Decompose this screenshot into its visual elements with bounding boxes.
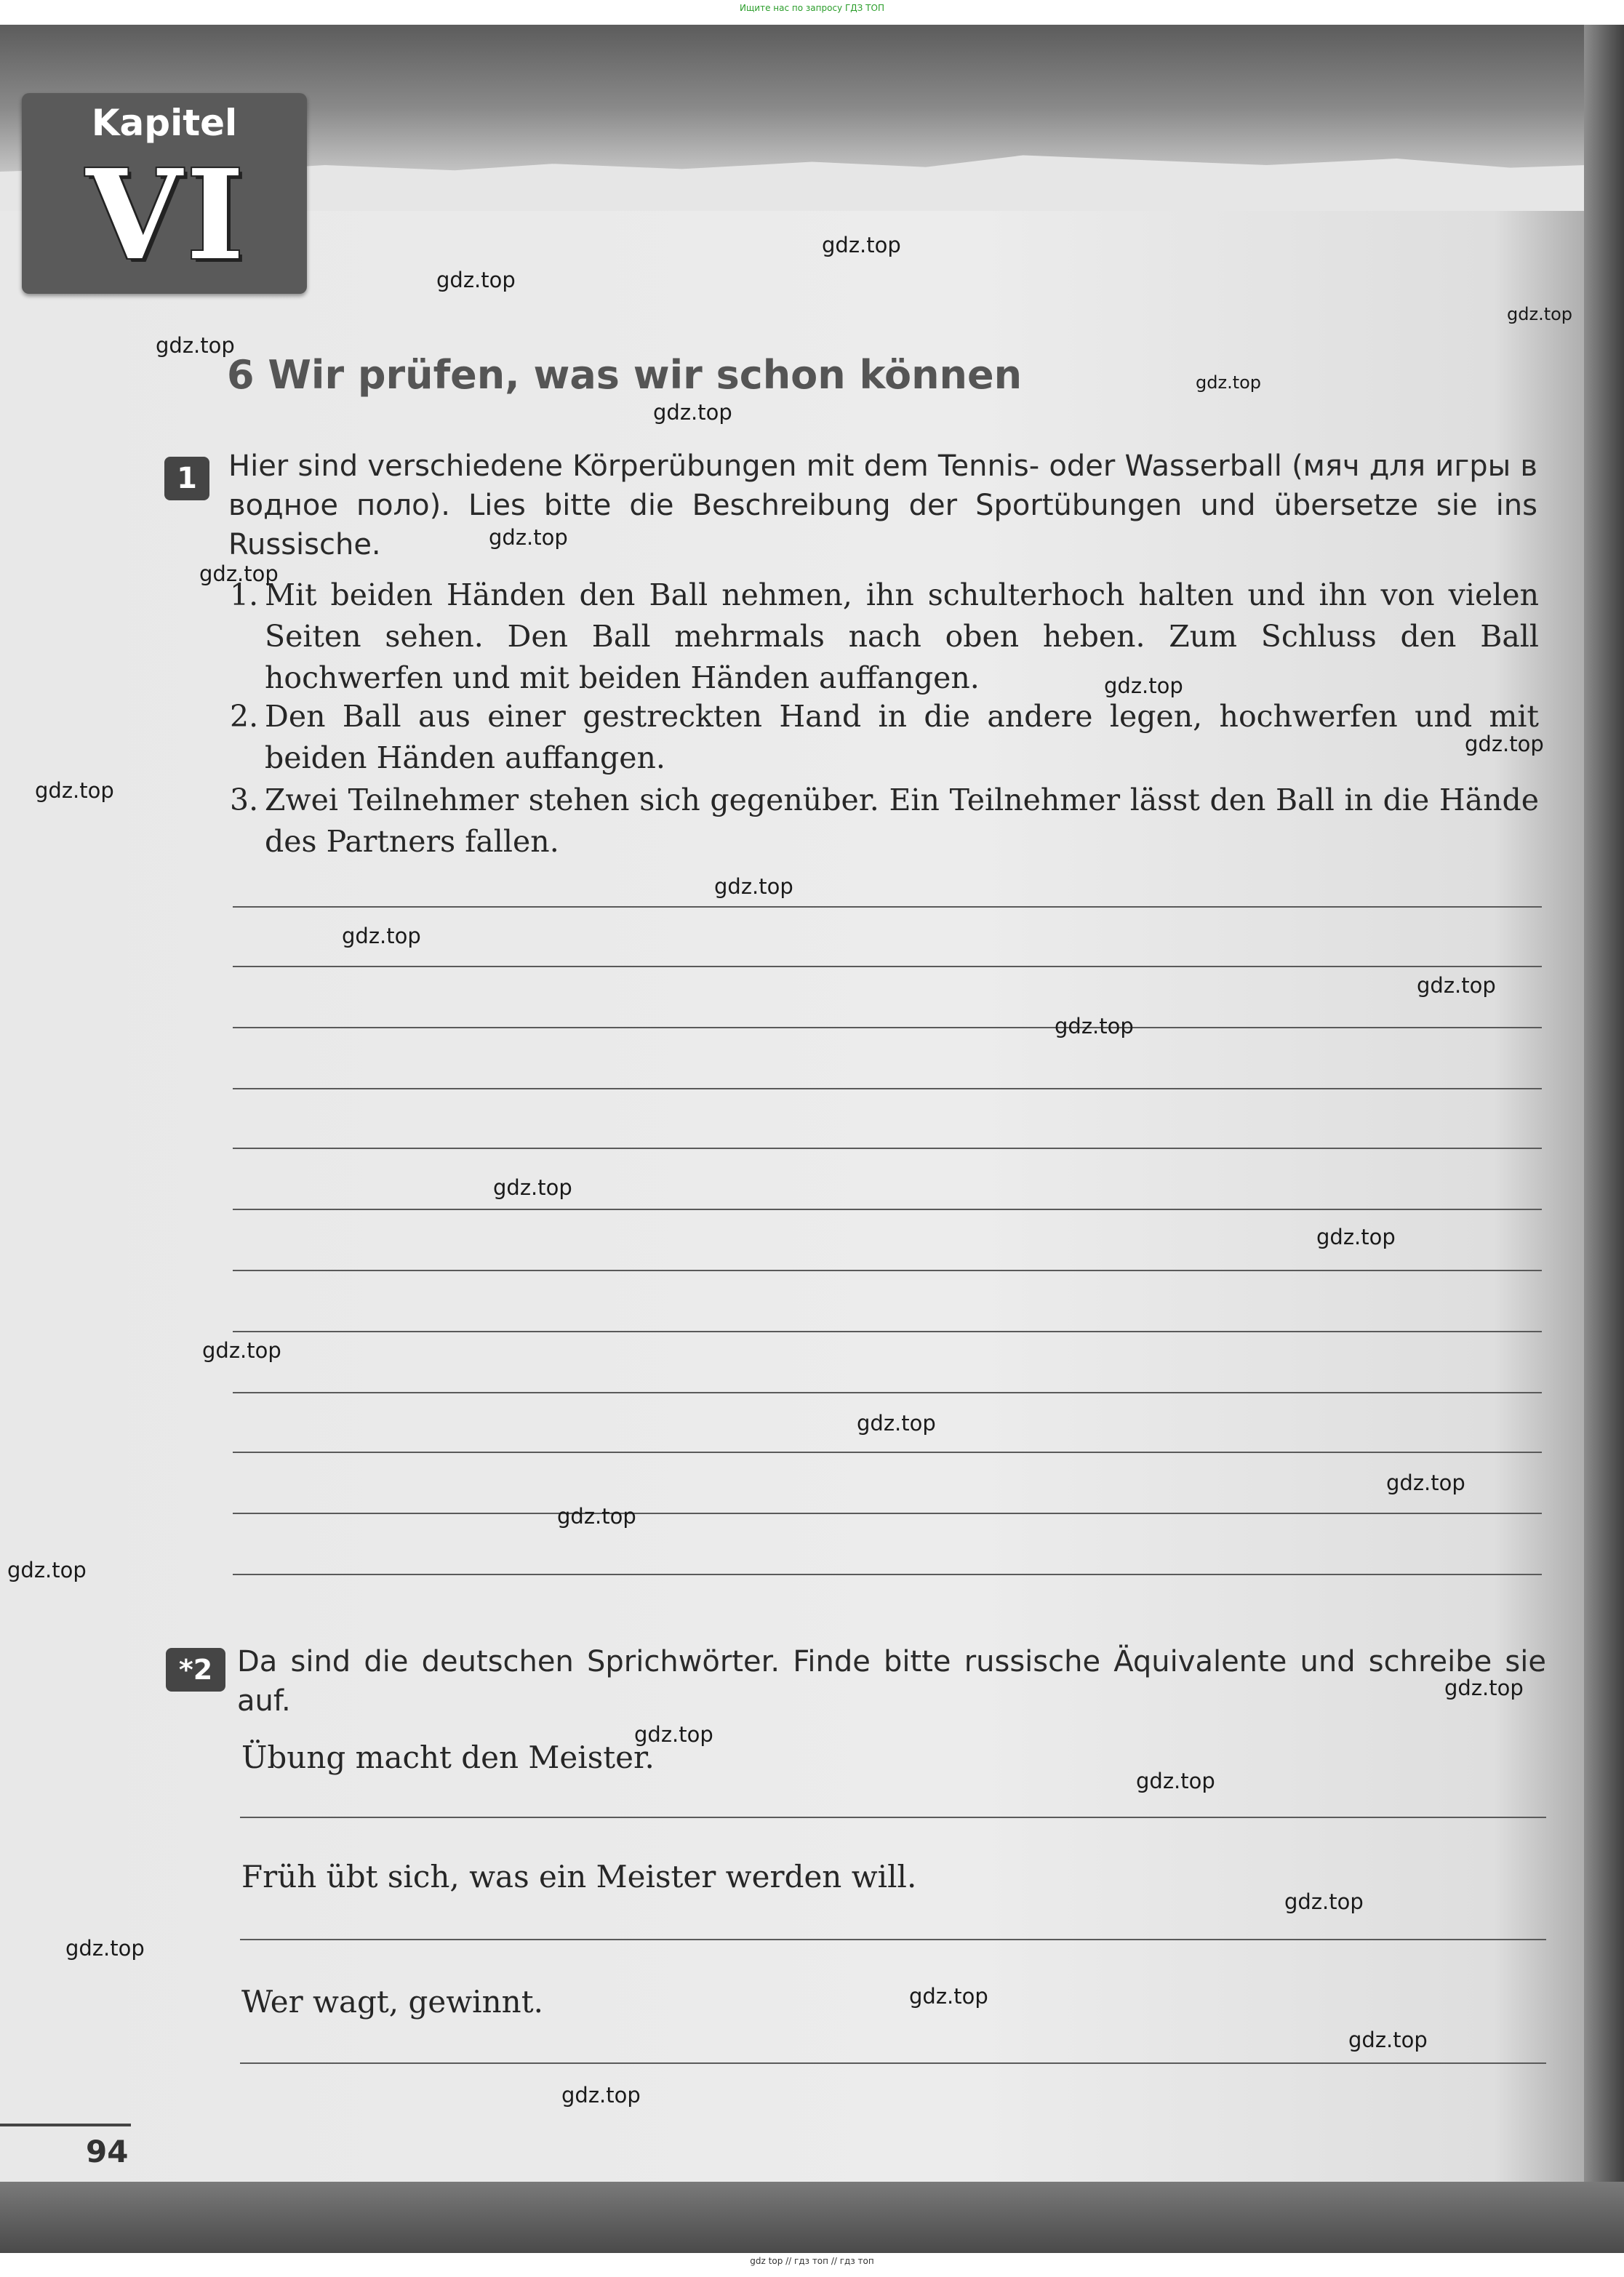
answer-line[interactable] [233,1392,1542,1393]
watermark[interactable]: gdz.top [202,1338,281,1363]
answer-line[interactable] [240,1939,1546,1940]
answer-line[interactable] [233,1209,1542,1210]
watermark[interactable]: gdz.top [653,400,732,425]
watermark[interactable]: gdz.top [1465,732,1544,756]
watermark[interactable]: gdz.top [909,1984,988,2009]
chapter-box [22,93,307,294]
watermark[interactable]: gdz.top [436,268,516,292]
watermark[interactable]: gdz.top [489,525,568,550]
item-number: 1. [230,577,259,612]
watermark[interactable]: gdz.top [1507,304,1573,324]
exercise-2-instruction: Da sind die deutschen Sprichwörter. Finde bitte russische Äquivalente und schreibe sie auf. [237,1645,1546,1718]
proverb: Früh übt sich, was ein Meister werden will. [241,1859,917,1894]
watermark[interactable]: gdz.top [634,1722,713,1747]
answer-line[interactable] [233,1027,1542,1028]
proverb: Übung macht den Meister. [241,1740,655,1775]
watermark[interactable]: gdz.top [7,1558,87,1582]
exercise-1-item [230,696,1539,780]
answer-line[interactable] [233,1452,1542,1453]
watermark[interactable]: gdz.top [1055,1014,1134,1039]
item-text: Zwei Teilnehmer stehen sich gegenüber. Ein Teilnehmer lässt den Ball in die Hände des Partners fallen. [265,783,1539,859]
watermark[interactable]: gdz.top [342,924,421,948]
watermark[interactable]: gdz.top [1196,372,1262,393]
exercise-1-badge: 1 [164,457,209,500]
page-title: 6 Wir prüfen, was wir schon können [227,352,1023,398]
exercise-1-item [230,575,1539,702]
site-banner[interactable]: Ищите нас по запросу ГДЗ ТОП [740,3,884,13]
answer-line[interactable] [233,1513,1542,1514]
watermark[interactable]: gdz.top [857,1411,936,1436]
watermark[interactable]: gdz.top [561,2083,641,2108]
footer-note[interactable]: gdz top // гдз топ // гдз топ [750,2256,874,2266]
watermark[interactable]: gdz.top [1284,1889,1364,1914]
watermark[interactable]: gdz.top [35,778,114,803]
answer-line[interactable] [240,1817,1546,1818]
watermark[interactable]: gdz.top [714,874,793,899]
watermark[interactable]: gdz.top [557,1504,636,1529]
exercise-1-item [230,780,1539,863]
watermark[interactable]: gdz.top [1348,2028,1428,2052]
item-text: Mit beiden Händen den Ball nehmen, ihn schulterhoch halten und ihn von vielen Seiten sehen. Den Ball mehrmals nach oben heben. Zum Schluss den Ball hochwerfen und mit beiden Händen auffangen. [265,577,1539,695]
watermark[interactable]: gdz.top [1316,1225,1396,1249]
watermark[interactable]: gdz.top [1444,1676,1524,1700]
item-number: 3. [230,783,259,817]
page-number: 94 [86,2134,129,2169]
watermark[interactable]: gdz.top [1386,1470,1465,1495]
item-number: 2. [230,699,259,734]
watermark[interactable]: gdz.top [65,1936,145,1961]
chapter-word: Kapitel [91,102,238,144]
answer-line[interactable] [233,1088,1542,1089]
item-text: Den Ball aus einer gestreckten Hand in die andere legen, hochwerfen und mit beiden Händen auffangen. [265,699,1539,775]
footer-band [0,2182,1624,2253]
watermark[interactable]: gdz.top [156,333,235,358]
watermark[interactable]: gdz.top [822,233,901,257]
watermark[interactable]: gdz.top [1417,973,1496,998]
watermark[interactable]: gdz.top [493,1175,572,1200]
page-number-rule [0,2124,131,2126]
exercise-2-badge: *2 [166,1648,225,1692]
answer-line[interactable] [233,1148,1542,1149]
answer-line[interactable] [233,1270,1542,1271]
watermark[interactable]: gdz.top [199,561,279,586]
answer-line[interactable] [240,2062,1546,2064]
answer-line[interactable] [233,1331,1542,1332]
chapter-number: VI [86,143,249,288]
exercise-1-instruction: Hier sind verschiedene Körperübungen mit dem Tennis- oder Wasserball (мяч для игры в водное поло). Lies bitte die Beschreibung der Sportübungen und übersetze sie ins Russische. [228,449,1537,561]
answer-line[interactable] [233,966,1542,967]
page-spine-shadow [1584,25,1624,2253]
watermark[interactable]: gdz.top [1136,1769,1215,1793]
answer-line[interactable] [233,1574,1542,1575]
proverb: Wer wagt, gewinnt. [241,1984,543,2020]
watermark[interactable]: gdz.top [1104,673,1183,698]
answer-line[interactable] [233,906,1542,908]
